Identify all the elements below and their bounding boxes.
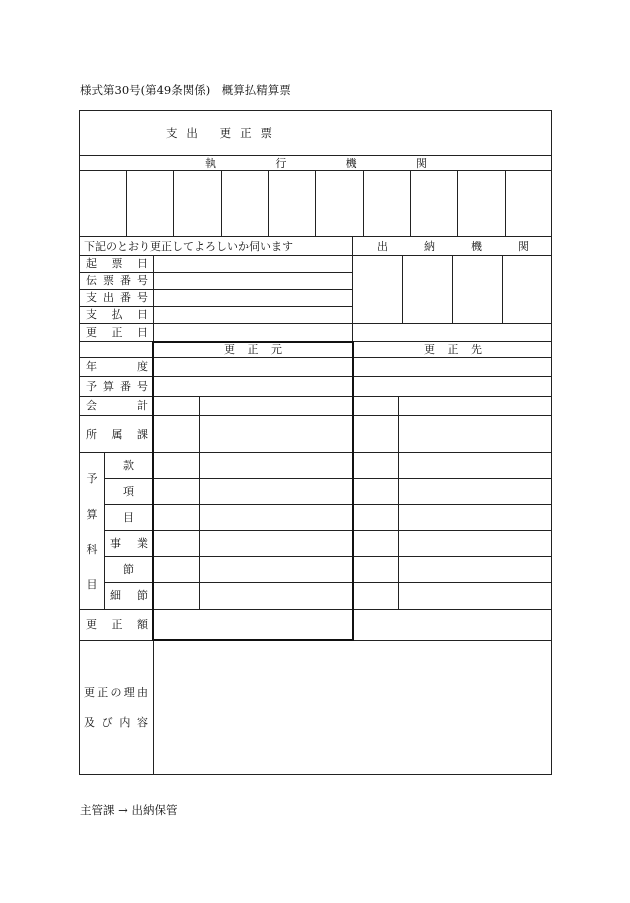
label-kou: 項 — [123, 485, 134, 498]
field-kouseibi[interactable] — [154, 324, 351, 340]
field-moto-nendo[interactable] — [154, 358, 351, 375]
field-saki-nendo[interactable] — [353, 358, 551, 375]
label-kan: 款 — [123, 459, 134, 472]
label-moku: 目 — [123, 511, 134, 524]
label-kouseibi: 更 正 日 — [86, 326, 148, 339]
form-number-title: 様式第30号(第49条関係) 概算払精算票 — [80, 83, 291, 97]
field-shishutsu-bangou[interactable] — [154, 290, 351, 305]
stamp-box-row[interactable] — [80, 171, 551, 235]
field-moto-kousei-gaku[interactable] — [154, 610, 351, 639]
label-reason-line2: 及 び 内 容 — [84, 716, 148, 729]
field-reason[interactable] — [154, 641, 551, 774]
shikkou-kikan-header: 執 行 機 関 — [205, 157, 427, 170]
field-shiharaibi[interactable] — [154, 307, 351, 322]
label-yosan-kamoku-1: 予 — [86, 472, 98, 485]
label-shozoku-ka: 所 属 課 — [86, 428, 148, 441]
label-denpyou-bangou: 伝 票 番 号 — [86, 274, 148, 287]
label-kaikei: 会 計 — [86, 399, 148, 412]
field-denpyou-bangou[interactable] — [154, 273, 351, 288]
request-text: 下記のとおり更正してよろしいか伺います — [84, 240, 293, 253]
label-reason-line1: 更 正 の 理 由 — [84, 686, 148, 699]
field-saki-yosan-bangou[interactable] — [353, 377, 551, 395]
label-yosan-kamoku-2: 算 — [86, 508, 98, 521]
label-kousei-gaku: 更 正 額 — [86, 618, 148, 631]
label-saisetsu: 細 節 — [110, 589, 148, 602]
suitou-kikan-header: 出 納 機 関 — [377, 240, 529, 253]
label-yosan-bangou: 予 算 番 号 — [86, 380, 148, 393]
label-kihyoubi: 起 票 日 — [86, 257, 148, 270]
label-setsu: 節 — [123, 563, 134, 576]
field-moto-yosan-bangou[interactable] — [154, 377, 351, 395]
kousei-saki-header: 更 正 先 — [424, 343, 482, 356]
form-title: 支 出 更 正 票 — [166, 126, 272, 140]
footer-note: 主管課 → 出納保管 — [80, 803, 178, 817]
label-shiharaibi: 支 払 日 — [86, 308, 148, 321]
label-jigyou: 事 業 — [110, 537, 148, 550]
field-kihyoubi[interactable] — [154, 256, 351, 271]
label-nendo: 年 度 — [86, 360, 148, 373]
label-shishutsu-bangou: 支 出 番 号 — [86, 291, 148, 304]
field-saki-kousei-gaku[interactable] — [353, 610, 551, 639]
label-yosan-kamoku-4: 目 — [86, 578, 98, 591]
label-yosan-kamoku-3: 科 — [86, 543, 98, 556]
kousei-moto-header: 更 正 元 — [224, 343, 282, 356]
